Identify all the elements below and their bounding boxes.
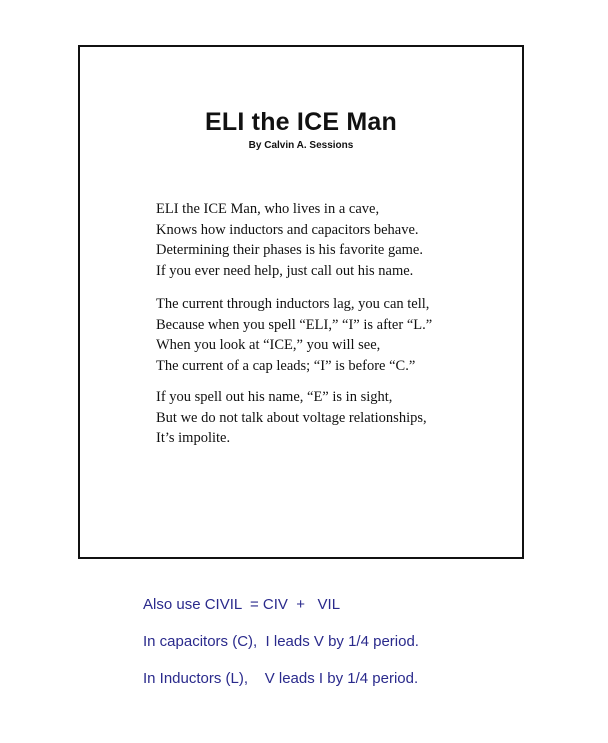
poem-line: It’s impolite. [156,430,231,446]
poem-line: The current of a cap leads; “I” is before “C.” [156,357,416,374]
poem-frame [78,45,524,559]
poem-line: The current through inductors lag, you can tell, [156,296,430,312]
poem-title: ELI the ICE Man [205,108,397,136]
note-inductors: In Inductors (L), V leads I by 1/4 period. [143,670,419,687]
stanza-2 [156,294,432,376]
poem-line: If you spell out his name, “E” is in sight, [156,389,393,405]
poem-line: ELI the ICE Man, who lives in a cave, [156,201,380,217]
poem-line: Knows how inductors and capacitors behave. [156,221,419,238]
poem-line: When you look at “ICE,” you will see, [156,337,381,353]
stanza-3 [156,387,427,449]
poem-line: If you ever need help, just call out his name. [156,262,414,279]
poem-line: Because when you spell “ELI,” “I” is after “L.” [156,316,433,333]
note-civil: Also use CIVIL = CIV + VIL [143,596,341,613]
note-capacitors: In capacitors (C), I leads V by 1/4 period. [143,633,419,650]
poem-author: By Calvin A. Sessions [248,140,354,151]
poem-line: But we do not talk about voltage relationships, [156,409,427,426]
poem-line: Determining their phases is his favorite game. [156,242,423,258]
stanza-1 [156,199,423,281]
